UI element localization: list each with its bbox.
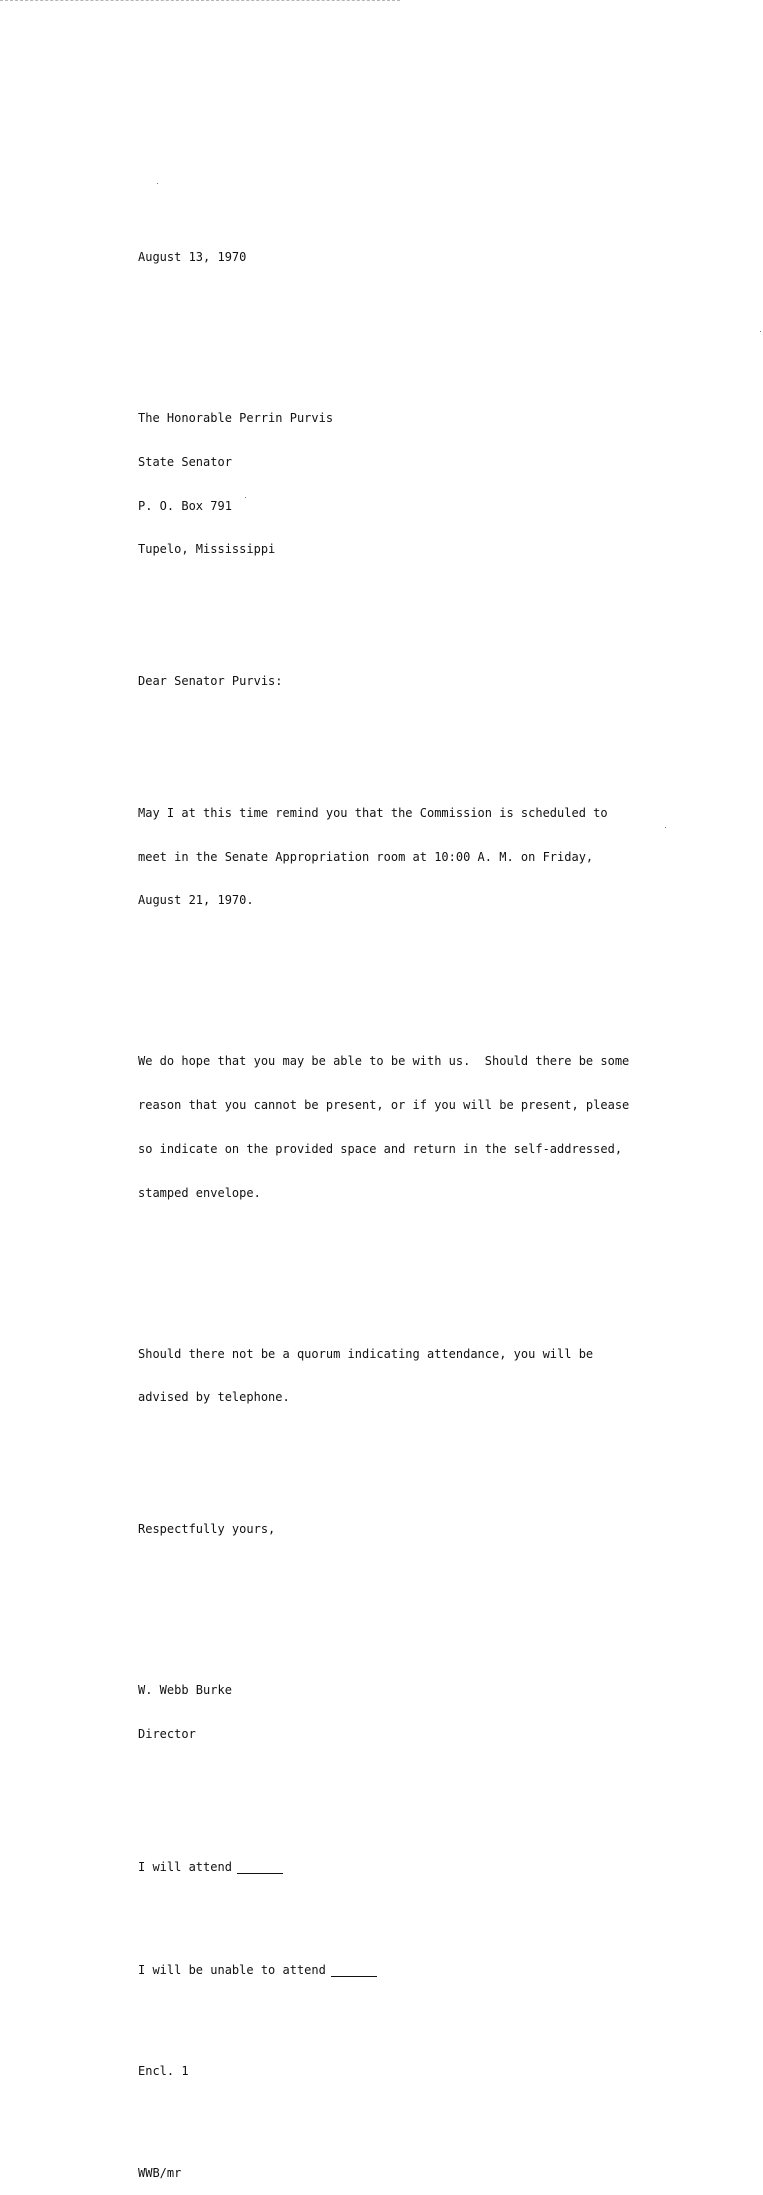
paragraph-line: August 21, 1970.: [138, 893, 254, 908]
spacer: [138, 718, 668, 733]
signer-title: Director: [138, 1726, 196, 1741]
recipient-address: [138, 382, 668, 586]
signer-name: W. Webb Burke: [138, 1682, 232, 1697]
spacer: [138, 1463, 668, 1478]
attend-label: I will attend: [138, 1860, 232, 1875]
spacer: [138, 1902, 668, 1917]
unable-label: I will be unable to attend: [138, 1962, 326, 1977]
unable-row: [138, 1961, 668, 1976]
unable-blank-line: [331, 1964, 377, 1977]
paragraph-request: [138, 1025, 668, 1229]
signature-space: [138, 1566, 668, 1610]
paragraph-line: Should there not be a quorum indicating attendance, you will be: [138, 1346, 594, 1361]
scan-speck: [157, 183, 158, 184]
attend-row: [138, 1858, 668, 1873]
paragraph-line: advised by telephone.: [138, 1390, 290, 1405]
spacer: [138, 2107, 668, 2122]
spacer: [138, 2005, 668, 2020]
spacer: [138, 615, 668, 630]
paragraph-line: stamped envelope.: [138, 1185, 261, 1200]
signature-block: [138, 1654, 668, 1771]
attend-blank-line: [237, 1861, 283, 1874]
spacer: [138, 1800, 668, 1815]
letter-date: August 13, 1970: [138, 250, 247, 265]
top-dashed-rule: [0, 0, 400, 1]
paragraph-line: so indicate on the provided space and return in the self-addressed,: [138, 1141, 623, 1156]
enclosure-note: Encl. 1: [138, 2063, 189, 2078]
closing: Respectfully yours,: [138, 1522, 276, 1537]
reference-initials: WWB/mr: [138, 2166, 182, 2181]
recipient-title: State Senator: [138, 454, 232, 469]
paragraph-line: May I at this time remind you that the Commission is scheduled to: [138, 805, 608, 820]
paragraph-quorum: [138, 1317, 668, 1434]
spacer: [138, 294, 668, 338]
spacer: [138, 1259, 668, 1274]
salutation: Dear Senator Purvis:: [138, 674, 283, 689]
paragraph-line: reason that you cannot be present, or if you will be present, please: [138, 1098, 630, 1113]
recipient-city: Tupelo, Mississippi: [138, 542, 276, 557]
paragraph-line: meet in the Senate Appropriation room at 10:00 A. M. on Friday,: [138, 849, 594, 864]
paragraph-line: We do hope that you may be able to be with us. Should there be some: [138, 1054, 630, 1069]
scan-speck: [760, 331, 761, 332]
recipient-box: P. O. Box 791: [138, 498, 232, 513]
spacer: [138, 966, 668, 981]
letter-body: [138, 221, 668, 2195]
paragraph-reminder: [138, 777, 668, 938]
recipient-name: The Honorable Perrin Purvis: [138, 410, 334, 425]
